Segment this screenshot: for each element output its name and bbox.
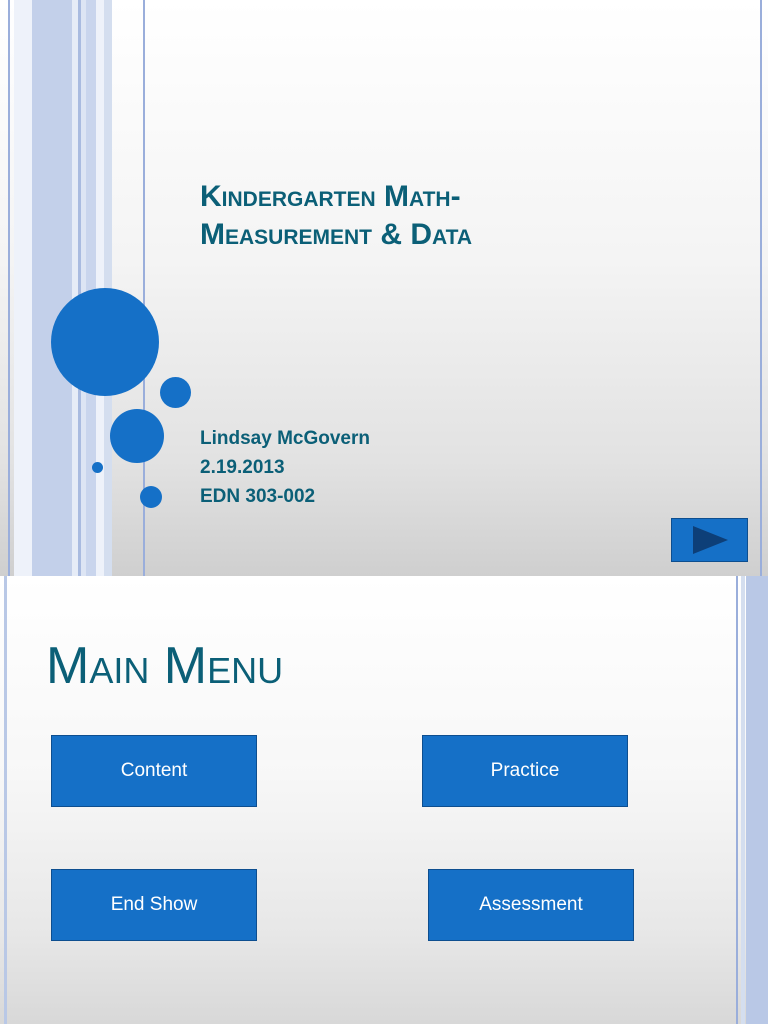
stripe-decoration (4, 576, 7, 1024)
next-slide-button[interactable] (671, 518, 748, 562)
course-code: EDN 303-002 (200, 486, 316, 507)
stripe-decoration (746, 576, 768, 1024)
circle-decoration (92, 462, 103, 473)
stripe-decoration (8, 0, 10, 576)
slide-title-line-2: Measurement & Data (200, 218, 473, 251)
slide-title (200, 178, 720, 254)
author-name: Lindsay McGovern (200, 428, 370, 449)
circle-decoration (140, 486, 162, 508)
stripe-decoration (32, 0, 72, 576)
circle-decoration (110, 409, 164, 463)
practice-button[interactable]: Practice (422, 735, 628, 807)
circle-decoration (51, 288, 159, 396)
presentation-date: 2.19.2013 (200, 457, 285, 478)
content-button[interactable]: Content (51, 735, 257, 807)
stripe-decoration (14, 0, 32, 576)
slide-title-line-1: Kindergarten Math- (200, 180, 461, 213)
page-title: Main Menu (46, 637, 284, 695)
slide-subtitle (200, 424, 370, 511)
stripe-decoration (760, 0, 762, 576)
play-arrow-icon (672, 519, 747, 561)
circle-decoration (160, 377, 191, 408)
main-menu-slide (0, 576, 768, 1024)
end-show-button[interactable]: End Show (51, 869, 257, 941)
stripe-decoration (741, 576, 745, 1024)
assessment-button[interactable]: Assessment (428, 869, 634, 941)
stripe-decoration (736, 576, 738, 1024)
